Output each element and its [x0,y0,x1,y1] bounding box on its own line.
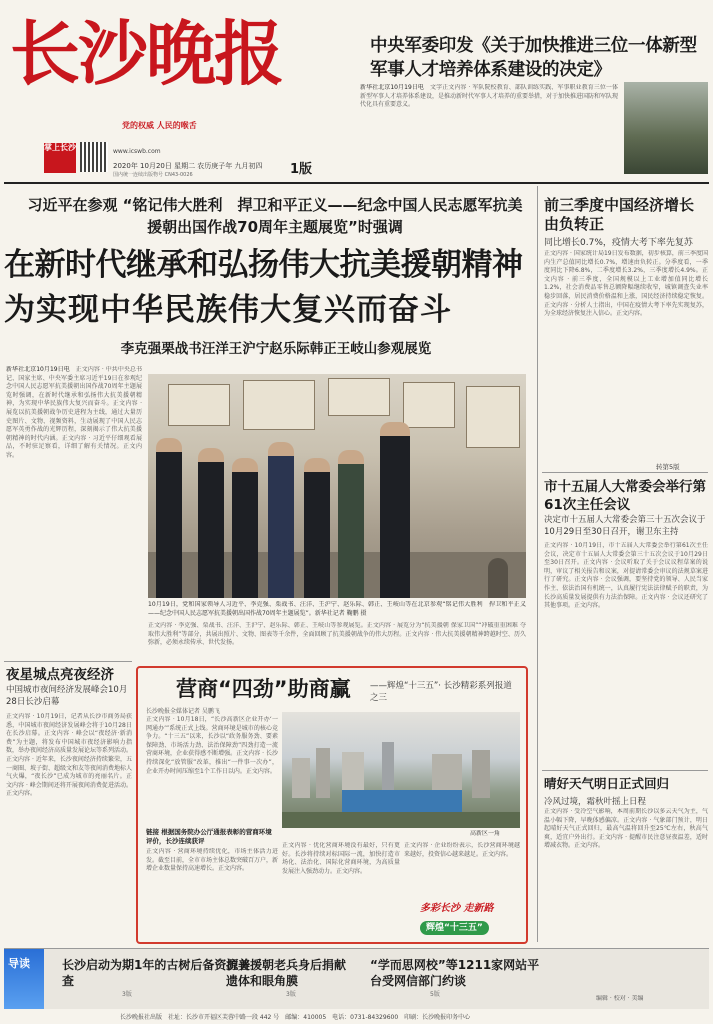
masthead-logo: 长沙晚报 [10,12,282,95]
right-divider-1 [542,472,708,473]
lead-photo-caption: 10月19日，党和国家领导人习近平、李克强、栗战书、汪洋、王沪宁、赵乐际、韩正、王岐山等在北京参观“铭记伟大胜利 捍卫和平正义——纪念中国人民志愿军抗美援朝出国作战70周年主题展览”。新华社记者 鞠鹏 摄 [148,601,526,617]
top-story-headline[interactable]: 中央军委印发《关于加快推进三位一体新型军事人才培养体系建设的决定》 [370,36,697,80]
feature-badge-line2: 辉煌“十三五” [420,921,489,935]
right-story2-title[interactable]: 市十五届人大常委会举行第61次主任会议 [544,479,706,513]
lead-kicker: 习近平在参观 “铭记伟大胜利 捍卫和平正义——纪念中国人民志愿军抗美援朝出国作战70周年主题展览”时强调 [27,196,523,236]
app-badge[interactable] [44,143,76,173]
feature-badge [420,902,520,938]
lead-body-lower: 正文内容 · 李克强、栗战书、汪洋、王沪宁、赵乐际、韩正、王岐山等参观展览。正文内容 · 展览分为“抗美援朝 保家卫国”“冲破重重困难 夺取伟大胜利”等部分，共展出照片、文物、图表等千余件，全面回顾了抗美援朝战争的伟大历程。正文内容 · 伟大抗美援朝精神跨越时空、历久弥新，必须永续传承、世代发扬。 [148,622,526,647]
right-story1-sub: 同比增长0.7%，疫情大考下率先复苏 [544,238,693,248]
issue-info: 国内统一连续出版物号 CN43-0026 [113,172,193,178]
guide-bar [4,948,709,1009]
lead-subhead: 李克强栗战书汪洋王沪宁赵乐际韩正王岐山参观展览 [120,341,432,357]
right-story2-sub: 决定市十五届人大常委会第三十五次会议于10月29日至30日召开，谢卫东主持 [544,515,706,537]
top-story-photo [624,82,708,174]
right-divider-2 [542,770,708,771]
top-story-dateline: 新华社北京10月19日电 [360,84,424,91]
top-story-body: 新华社北京10月19日电 文字正文内容 · 军队院校教育、部队训练实践、军事职业教育三位一体新型军事人才培养体系建设，是推动新时代军事人才培养的重要举措，对于加快推进国防和军队现代化具有重要意义。 [360,84,618,109]
lead-body-col: 新华社北京10月19日电 正文内容 · 中共中央总书记、国家主席、中央军委主席习近平19日在参观纪念中国人民志愿军抗美援朝出国作战70周年主题展览时强调，在新时代继承和弘扬伟大抗美援朝精神，为实现中华民族伟大复兴而奋斗。正文内容 · 展览以抗美援朝战争历史进程为主线，通过大量历史图片、文物、视频资料，生动展现了中国人民志愿军英勇作战的光辉历程，深刻揭示了伟大抗美援朝精神的时代内涵。正文内容 · 习近平仔细观看展品，不时驻足察看，详细了解有关情况。正文内容。 [6,366,142,459]
masthead-slogan: 党的权威 人民的喉舌 [122,121,197,130]
feature-body-1: 正文内容 · 10月18日，“长沙高新区企业开办‘一网通办’”系统正式上线。营商环境是城市的核心竞争力。“十三五”以来，长沙以“政务服务劲、要素保障劲、市场活力劲、法治保障劲”四劲打造一流营商环境，企业获得感不断增强。正文内容 · 长沙持续深化“放管服”改革，推出“一件事一次办”，企业开办时间压缩至1个工作日以内。正文内容。 [146,716,278,775]
feature-sidebar-title: 链接 根据国务院办公厅通报表彰的营商环境评价，长沙连续获评 [146,828,272,845]
left-story-sub: 中国城市夜间经济发展峰会10月28日长沙启幕 [6,685,128,707]
right-story1-title[interactable]: 前三季度中国经济增长由负转正 [544,196,695,233]
guide-item-page: 3版 [122,991,132,998]
right-story1-body: 正文内容 · 国家统计局19日发布数据，初步核算，前三季度国内生产总值同比增长0.7%，增速由负转正。分季度看，一季度同比下降6.8%，二季度增长3.2%，三季度增长4.9%。正文内容 · 前三季度，全国规模以上工业增加值同比增长1.2%，社会消费品零售总额降幅继续收窄，城镇调查失业率稳步回落，居民消费价格温和上涨，国民经济持续稳定恢复。正文内容 · 分析人士指出，中国在疫情大考下率先实现复苏，为全球经济恢复注入信心。正文内容。 [544,250,708,318]
masthead-divider [4,182,709,184]
right-story3-sub: 冷风过境，霜秋叶摇上日程 [544,797,647,807]
left-divider [4,661,132,662]
page-number: 1版 [290,162,313,177]
feature-body-4: 正文内容 · 企业纷纷表示，长沙营商环境越来越好，投资信心越来越足。正文内容。 [404,842,520,858]
guide-label-block [4,949,44,1009]
right-more-link[interactable]: 转第5版 [656,463,680,471]
feature-photo [282,712,520,828]
guide-label: 导读 [8,957,30,970]
date-line: 2020年 10月20日 星期二 农历庚子年 九月初四 [113,162,263,170]
lead-photo [148,374,526,598]
lead-headline-1[interactable]: 在新时代继承和弘扬伟大抗美援朝精神 [4,247,523,283]
feature-byline: 长沙晚报全媒体记者 吴鹏飞 [146,708,220,715]
right-story3-title[interactable]: 晴好天气明日正式回归 [544,776,670,791]
feature-body-2: 正文内容 · 营商环境持续优化，市场主体活力迸发。截至目前，全市市场主体总数突破百万户，新增企业数量保持高速增长。正文内容。 [146,848,278,873]
masthead-urls[interactable]: www.icswb.com [113,148,161,155]
right-column-divider [537,186,538,942]
feature-subtitle: ——辉煌“十三五”· 长沙精彩系列报道之三 [370,681,512,703]
left-story-title[interactable]: 夜星城点亮夜经济 [6,667,114,683]
guide-item[interactable] [370,957,540,998]
guide-item-title: 抗美援朝老兵身后捐献遗体和眼角膜 [226,958,347,988]
lead-headline-2[interactable]: 为实现中华民族伟大复兴而奋斗 [4,292,452,328]
right-story2-body: 正文内容 · 10月19日，市十五届人大常委会举行第61次主任会议，决定市十五届人大常委会第三十五次会议于10月29日至30日召开。正文内容 · 会议听取了关于会议议程草案的说明，审议了相关报告和议案，对提请常委会审议的法规草案进行了研究。正文内容 · 会议强调，要坚持党的领导、人民当家作主、依法治国有机统一，认真履行宪法法律赋予的职责，为长沙高质量发展提供有力法治保障。正文内容 · 会议还研究了其他事项。正文内容。 [544,542,708,610]
guide-item-page: 3版 [286,991,296,998]
feature-body-3: 正文内容 · 优化营商环境没有最好，只有更好。长沙将持续对标国际一流，加快打造市场化、法治化、国际化营商环境，为高质量发展注入强劲动力。正文内容。 [282,842,400,875]
guide-item-title: “学而思网校”等1211家网站平台受网信部门约谈 [370,958,540,988]
footer-text: 长沙晚报社出版 社址：长沙市开福区芙蓉中路一段 442 号 邮编：410005 电话：0731-84329600 印刷：长沙晚报印务中心 [120,1014,471,1021]
left-story-body: 正文内容 · 10月19日，记者从长沙市商务局获悉，中国城市夜间经济发展峰会将于10月28日在长沙启幕。正文内容 · 峰会以“夜经济·新消费”为主题，将发布中国城市夜经济影响力指数，举办夜间经济高质量发展论坛等系列活动。正文内容 · 近年来，长沙夜间经济持续繁荣，五一商圈、坡子街、超级文和友等夜间消费地标人气火爆，“夜长沙”已成为城市的亮丽名片。正文内容 · 峰会期间还将开展夜间消费促进活动。正文内容。 [6,713,132,798]
qr-code-icon [80,142,108,172]
guide-credits: 编辑 · 校对 · 美编 [596,995,644,1002]
feature-title[interactable]: 营商“四劲”助商赢 [176,677,351,701]
guide-item-title: 长沙启动为期1年的古树后备资源普查 [62,958,251,988]
guide-item[interactable] [226,957,352,998]
app-badge-label: 掌上长沙 [44,143,76,152]
feature-photo-note: 高新区一角 [470,830,501,837]
lead-dateline: 新华社北京10月19日电 [6,366,70,373]
feature-badge-line1: 多彩长沙 走新路 [420,903,494,914]
right-story3-body: 正文内容 · 受冷空气影响，本周前期长沙以多云天气为主，气温小幅下降，早晚体感偏凉。正文内容 · 气象部门预计，明日起晴好天气正式回归，最高气温将回升至25℃左右，秋高气爽，适宜户外出行。正文内容 · 提醒市民注意昼夜温差，适时增减衣物。正文内容。 [544,808,708,850]
guide-item-page: 5版 [430,991,440,998]
